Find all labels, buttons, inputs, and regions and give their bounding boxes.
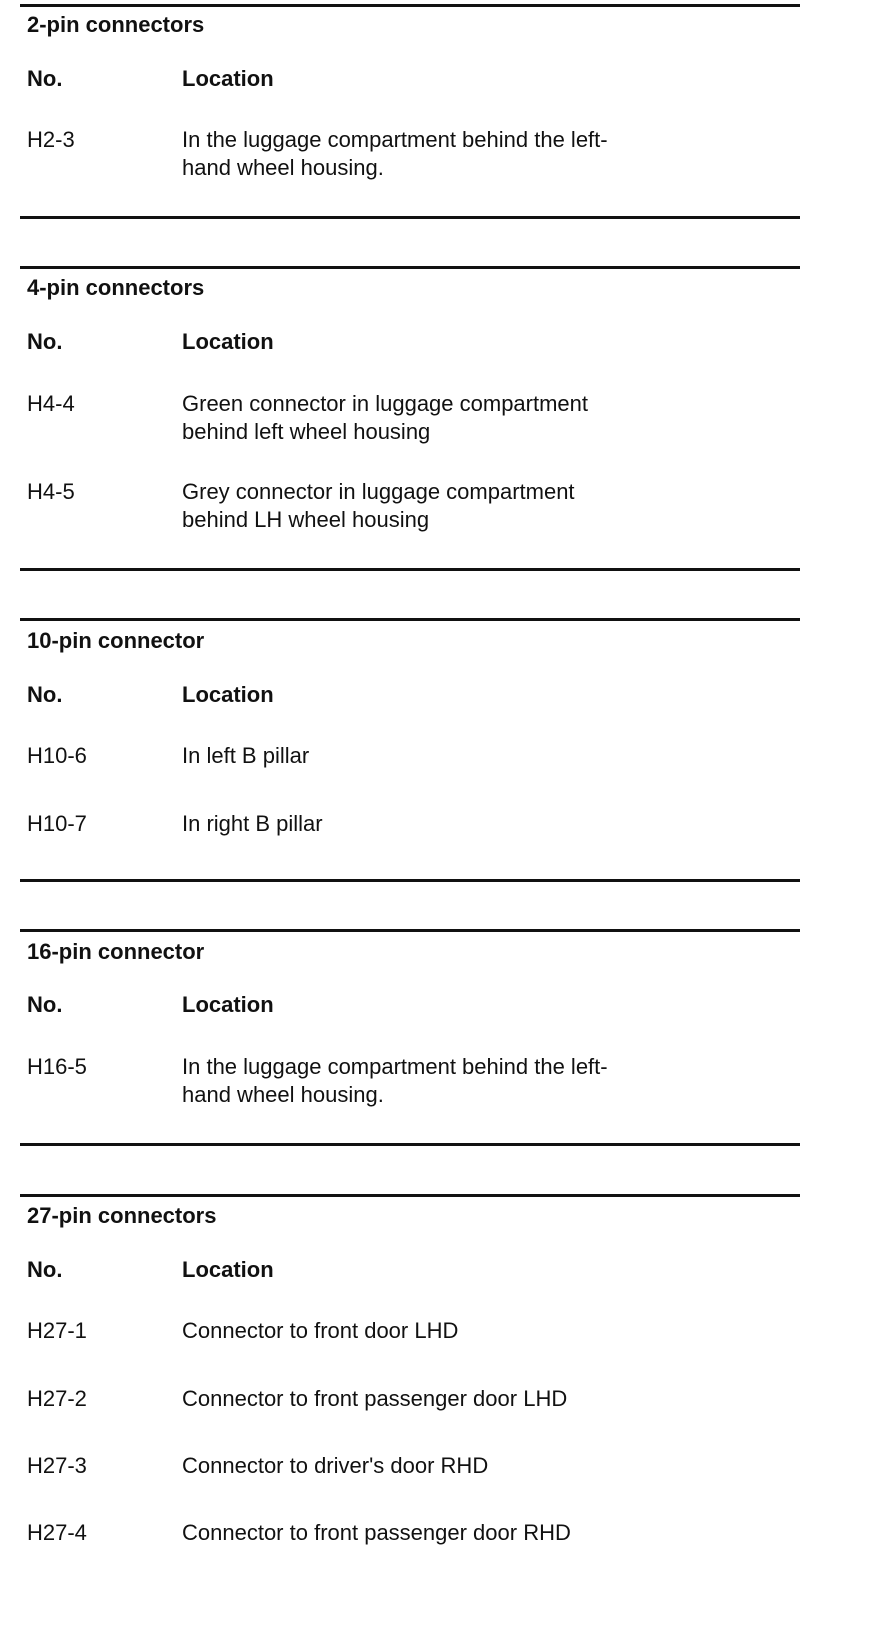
connector-number: H27-4 (27, 1520, 87, 1545)
connector-location-line: In the luggage compartment behind the left- (182, 1054, 608, 1079)
section-title: 4-pin connectors (27, 275, 205, 300)
section-bottom-rule (20, 216, 800, 219)
connector-location-line: In right B pillar (182, 811, 323, 836)
connector-location-line: behind left wheel housing (182, 419, 431, 444)
section-bottom-rule (20, 1143, 800, 1146)
connector-location-line: behind LH wheel housing (182, 507, 430, 532)
column-header-no: No. (27, 329, 63, 354)
connector-number: H27-1 (27, 1318, 87, 1343)
section-top-rule (20, 4, 800, 7)
section-top-rule (20, 618, 800, 621)
connector-number: H4-5 (27, 479, 75, 504)
connector-location-line: Connector to front passenger door RHD (182, 1520, 571, 1545)
column-header-no: No. (27, 1257, 63, 1282)
section-top-rule (20, 929, 800, 932)
connector-number: H10-7 (27, 811, 87, 836)
column-header-no: No. (27, 682, 63, 707)
connector-location-line: Connector to front door LHD (182, 1318, 459, 1343)
connector-location-line: In left B pillar (182, 743, 310, 768)
column-header-location: Location (182, 992, 274, 1017)
connector-location-line: Green connector in luggage compartment (182, 391, 589, 416)
section-title: 2-pin connectors (27, 12, 205, 37)
connector-location-line: In the luggage compartment behind the left- (182, 127, 608, 152)
connector-location-line: hand wheel housing. (182, 1082, 384, 1107)
column-header-location: Location (182, 329, 274, 354)
connector-number: H27-3 (27, 1453, 87, 1478)
connector-number: H2-3 (27, 127, 75, 152)
column-header-no: No. (27, 992, 63, 1017)
column-header-location: Location (182, 682, 274, 707)
connector-number: H10-6 (27, 743, 87, 768)
connector-location-line: Grey connector in luggage compartment (182, 479, 575, 504)
connector-location-line: hand wheel housing. (182, 155, 384, 180)
section-title: 10-pin connector (27, 628, 205, 653)
section-top-rule (20, 266, 800, 269)
section-top-rule (20, 1194, 800, 1197)
connector-location-line: Connector to front passenger door LHD (182, 1386, 568, 1411)
connector-number: H16-5 (27, 1054, 87, 1079)
column-header-location: Location (182, 66, 274, 91)
column-header-no: No. (27, 66, 63, 91)
connector-number: H4-4 (27, 391, 75, 416)
connector-location-line: Connector to driver's door RHD (182, 1453, 489, 1478)
section-title: 16-pin connector (27, 939, 205, 964)
section-bottom-rule (20, 879, 800, 882)
section-title: 27-pin connectors (27, 1203, 217, 1228)
connector-number: H27-2 (27, 1386, 87, 1411)
column-header-location: Location (182, 1257, 274, 1282)
section-bottom-rule (20, 568, 800, 571)
